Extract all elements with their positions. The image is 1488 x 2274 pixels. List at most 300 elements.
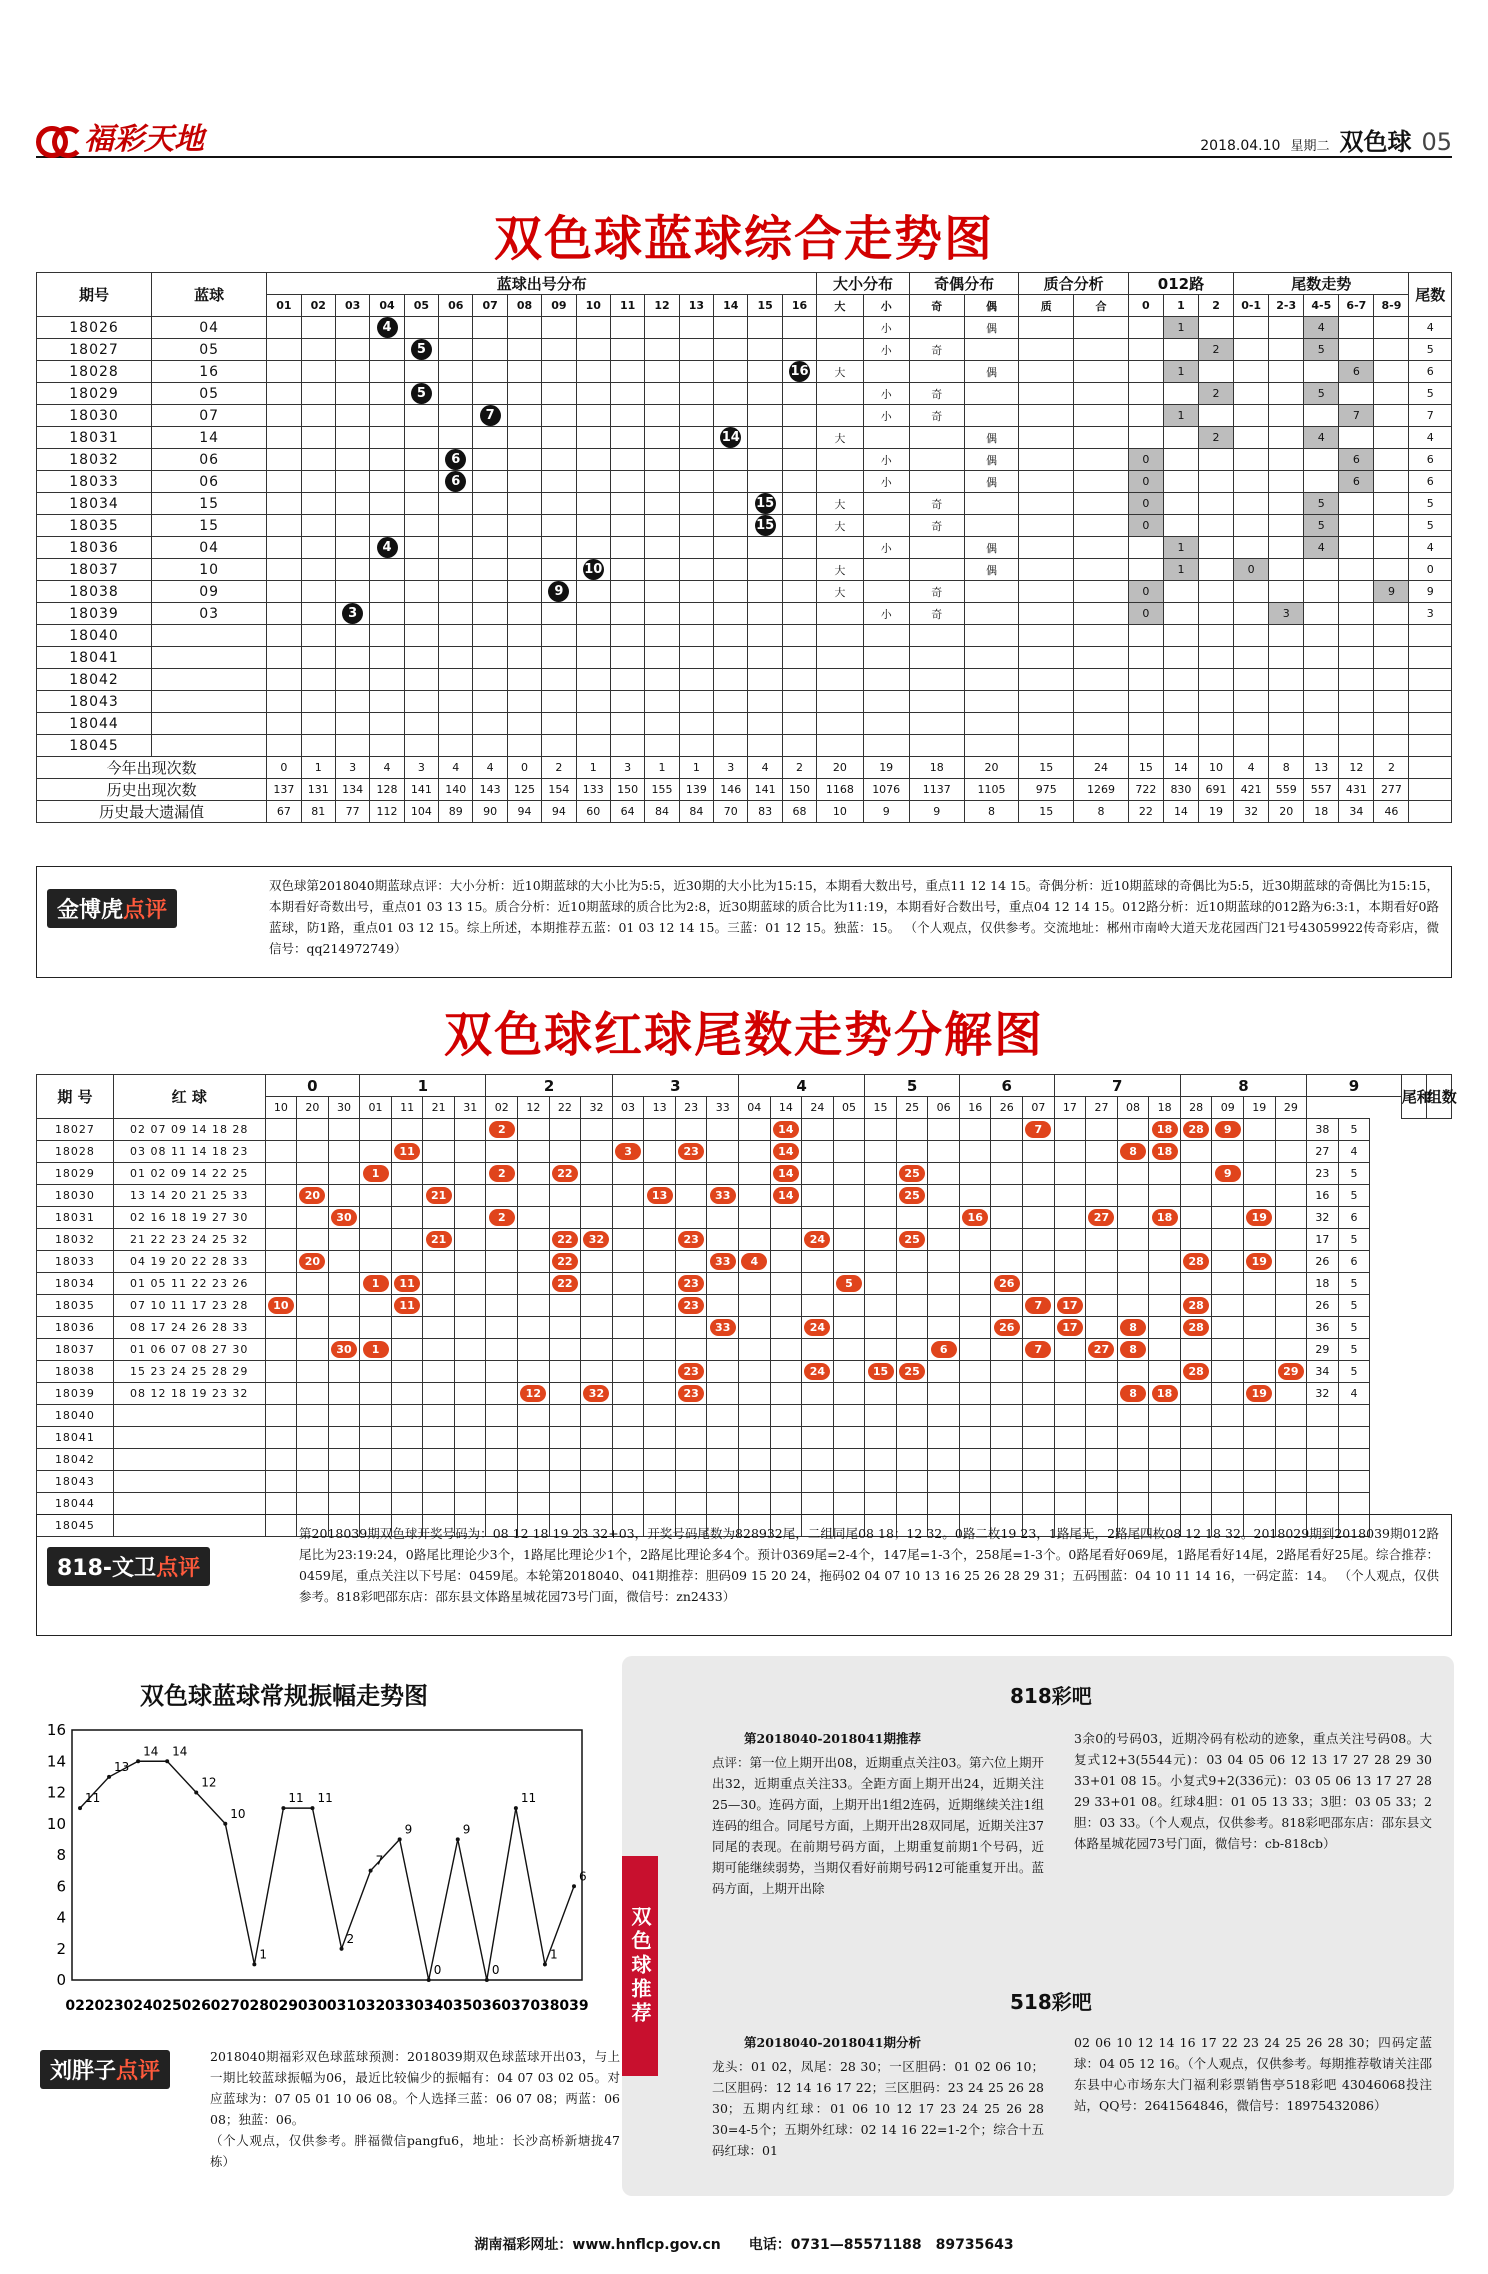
red-cell: [328, 1427, 360, 1449]
red-cell: [265, 1185, 297, 1207]
red-cell: [486, 1361, 518, 1383]
number-cell: [782, 735, 816, 757]
red-cell: [454, 1273, 486, 1295]
red-cell: [1054, 1471, 1086, 1493]
sub-header: 1: [1163, 295, 1198, 317]
page-number: 05: [1421, 128, 1452, 156]
number-cell: [507, 537, 541, 559]
red-cell: [297, 1119, 329, 1141]
attr-cell: [1304, 581, 1339, 603]
number-cell: [473, 317, 507, 339]
number-cell: [782, 647, 816, 669]
attr-cell: 0: [1128, 493, 1163, 515]
tail-sum: 18: [1307, 1273, 1339, 1295]
red-cell: [959, 1471, 991, 1493]
attr-cell: 9: [1374, 581, 1409, 603]
red-cell: [1212, 1449, 1244, 1471]
number-cell: [301, 339, 335, 361]
tail-sum: 29: [1307, 1339, 1339, 1361]
red-cell: [549, 1405, 581, 1427]
tail-value: 0: [1409, 559, 1452, 581]
attr-cell: [1269, 713, 1304, 735]
red-cell: [675, 1339, 707, 1361]
red-numbers: 01 02 09 14 22 25: [113, 1163, 265, 1185]
tail-group-header: 1: [360, 1075, 486, 1097]
red-cell: [865, 1163, 897, 1185]
number-cell: [610, 713, 644, 735]
red-cell: [518, 1207, 550, 1229]
red-cell: [328, 1273, 360, 1295]
red-cell: [738, 1185, 770, 1207]
stats-value: 3: [610, 757, 644, 779]
red-numbers: 02 16 18 19 27 30: [113, 1207, 265, 1229]
number-cell: [473, 581, 507, 603]
y-tick-label: 12: [46, 1783, 66, 1802]
red-cell: [581, 1207, 613, 1229]
period-id: 18034: [37, 1273, 114, 1295]
red-hit-marker: 11: [394, 1143, 420, 1160]
red-cell: [486, 1251, 518, 1273]
stats-value: 70: [714, 801, 748, 823]
red-cell: [1086, 1339, 1118, 1361]
data-point: [136, 1759, 140, 1763]
red-cell: [770, 1405, 802, 1427]
attr-cell: [1234, 647, 1269, 669]
red-cell: [454, 1471, 486, 1493]
hit-marker: 6: [445, 449, 466, 470]
number-cell: [335, 317, 369, 339]
red-cell: [391, 1119, 423, 1141]
period-id: 18032: [37, 449, 152, 471]
attr-cell: [1234, 581, 1269, 603]
red-cell: [265, 1493, 297, 1515]
attr-cell: [964, 581, 1019, 603]
x-tick-label: 031: [326, 1998, 357, 2014]
red-cell: [959, 1207, 991, 1229]
red-cell: [360, 1185, 392, 1207]
number-cell: [370, 603, 404, 625]
red-cell: [1117, 1163, 1149, 1185]
number-cell: [301, 713, 335, 735]
number-cell: [404, 647, 438, 669]
red-cell: [581, 1119, 613, 1141]
red-hit-marker: 7: [1025, 1341, 1051, 1358]
attr-cell: [863, 493, 909, 515]
red-cell: [707, 1449, 739, 1471]
number-cell: [542, 449, 576, 471]
data-label: 12: [201, 1775, 217, 1790]
number-cell: [301, 647, 335, 669]
stats-value: 1: [576, 757, 610, 779]
red-cell: [707, 1163, 739, 1185]
number-cell: [370, 317, 404, 339]
red-cell: [1212, 1141, 1244, 1163]
red-cell: [454, 1207, 486, 1229]
number-cell: [782, 317, 816, 339]
red-cell: [1180, 1185, 1212, 1207]
stats-value: 15: [1128, 757, 1163, 779]
red-cell: [770, 1383, 802, 1405]
stats-value: 3: [404, 757, 438, 779]
shop-518-analysis: 龙头：01 02，凤尾：28 30；一区胆码：01 02 06 10；二区胆码：12 14 16 17 22；三区胆码：23 24 25 26 28 30；五期内红球：01 06 10 12 17 23 24 25 26 28 30=4-5个；五期外红球：02 14 16 22=1-2个；综合十五码红球：01: [712, 2059, 1044, 2158]
header-info: [1200, 122, 1452, 157]
number-cell: [370, 647, 404, 669]
tail-group-header: 9: [1307, 1075, 1402, 1097]
red-cell: [328, 1361, 360, 1383]
red-cell: [928, 1229, 960, 1251]
red-cell: [802, 1207, 834, 1229]
red-cell: [612, 1339, 644, 1361]
attr-cell: 5: [1304, 493, 1339, 515]
stats-value: 19: [1198, 801, 1233, 823]
x-tick-label: 034: [414, 1998, 444, 2014]
attr-cell: [1074, 713, 1129, 735]
stats-value: 4: [370, 757, 404, 779]
red-cell: [896, 1449, 928, 1471]
red-cell: [486, 1449, 518, 1471]
red-cell: [833, 1427, 865, 1449]
number-header: 01: [267, 295, 301, 317]
red-cell: [675, 1295, 707, 1317]
number-cell: [473, 603, 507, 625]
red-cell: [928, 1383, 960, 1405]
table-row: [37, 691, 1452, 713]
red-number-header: 11: [391, 1097, 423, 1119]
attr-cell: [964, 625, 1019, 647]
number-cell: [370, 581, 404, 603]
period-id: 18043: [37, 1471, 114, 1493]
attr-cell: 奇: [909, 581, 964, 603]
attr-cell: [1019, 471, 1074, 493]
attr-cell: 小: [863, 317, 909, 339]
red-cell: [1054, 1361, 1086, 1383]
x-tick-label: 029: [268, 1998, 299, 2014]
stats-value: 1: [645, 757, 679, 779]
hit-marker: 4: [377, 317, 398, 338]
number-cell: [748, 735, 782, 757]
attr-cell: [909, 537, 964, 559]
stats-label: 历史出现次数: [37, 779, 267, 801]
attr-cell: [1128, 317, 1163, 339]
red-cell: [991, 1251, 1023, 1273]
number-header: 15: [748, 295, 782, 317]
number-cell: [404, 449, 438, 471]
number-cell: [335, 339, 369, 361]
attr-cell: [1339, 537, 1374, 559]
red-cell: [518, 1317, 550, 1339]
table-row: [37, 1185, 1452, 1207]
red-hit-marker: 27: [1088, 1209, 1114, 1226]
attr-cell: [1234, 383, 1269, 405]
red-cell: [423, 1273, 455, 1295]
red-cell: [865, 1405, 897, 1427]
attr-cell: [817, 603, 863, 625]
attr-cell: 5: [1304, 383, 1339, 405]
number-cell: [576, 317, 610, 339]
red-cell: [707, 1273, 739, 1295]
red-cell: [581, 1493, 613, 1515]
red-cell: [1275, 1251, 1307, 1273]
col-period: 期 号: [37, 1075, 114, 1119]
shop-518-title: 518彩吧: [1010, 1990, 1092, 2014]
number-cell: [404, 669, 438, 691]
red-cell: [675, 1383, 707, 1405]
attr-cell: [1019, 625, 1074, 647]
red-hit-marker: 23: [678, 1231, 704, 1248]
attr-cell: 6: [1339, 449, 1374, 471]
red-cell: [865, 1273, 897, 1295]
number-cell: [404, 317, 438, 339]
red-cell: [802, 1163, 834, 1185]
number-cell: [748, 317, 782, 339]
x-tick-label: 025: [152, 1998, 182, 2014]
red-hit-marker: 1: [363, 1275, 389, 1292]
red-cell: [833, 1207, 865, 1229]
red-cell: [707, 1295, 739, 1317]
number-cell: [335, 471, 369, 493]
attr-cell: [1074, 603, 1129, 625]
number-cell: [301, 361, 335, 383]
red-cell: [1086, 1427, 1118, 1449]
number-cell: [370, 427, 404, 449]
red-cell: [612, 1207, 644, 1229]
number-header: 07: [473, 295, 507, 317]
attr-cell: [909, 471, 964, 493]
recommend-tab: 双色球推荐: [622, 1856, 658, 2076]
attr-cell: [1304, 713, 1339, 735]
stats-value: 1269: [1074, 779, 1129, 801]
red-cell: [644, 1295, 676, 1317]
data-label: 1: [549, 1947, 558, 1962]
data-label: 11: [85, 1791, 101, 1806]
attr-cell: [1019, 449, 1074, 471]
red-cell: [391, 1383, 423, 1405]
red-cell: [360, 1449, 392, 1471]
red-hit-marker: 8: [1120, 1319, 1146, 1336]
red-cell: [1054, 1273, 1086, 1295]
number-cell: [679, 669, 713, 691]
red-cell: [612, 1119, 644, 1141]
data-point: [107, 1775, 111, 1779]
number-cell: [748, 405, 782, 427]
attr-cell: [1339, 669, 1374, 691]
red-cell: [297, 1185, 329, 1207]
red-cell: [738, 1119, 770, 1141]
red-cell: [1086, 1317, 1118, 1339]
number-cell: [267, 405, 301, 427]
shop-518-picks: 02 06 10 12 14 16 17 22 23 24 25 26 28 30；四码定蓝球：04 05 12 16。（个人观点，仅供参考。每期推荐敬请关注邵东县中心市场东大门福利彩票销售亭518彩吧 43046068投注站，QQ号：2641564846，微信号：18975432086）: [1074, 2035, 1432, 2113]
stats-value: 1137: [909, 779, 964, 801]
attr-cell: 2: [1198, 339, 1233, 361]
red-cell: [896, 1361, 928, 1383]
red-cell: [454, 1317, 486, 1339]
attr-cell: [1128, 427, 1163, 449]
number-cell: [679, 405, 713, 427]
number-cell: [645, 339, 679, 361]
period-id: 18028: [37, 1141, 114, 1163]
red-cell: [928, 1163, 960, 1185]
red-cell: [518, 1405, 550, 1427]
red-cell: [328, 1163, 360, 1185]
table-row: [37, 1361, 1452, 1383]
red-cell: [612, 1273, 644, 1295]
period-id: 18045: [37, 1515, 114, 1537]
red-cell: [833, 1273, 865, 1295]
stats-value: 150: [610, 779, 644, 801]
number-cell: [473, 625, 507, 647]
number-cell: [714, 405, 748, 427]
red-cell: [360, 1163, 392, 1185]
attr-cell: [964, 647, 1019, 669]
sub-header: 质: [1019, 295, 1074, 317]
number-cell: [507, 317, 541, 339]
attr-cell: [1339, 713, 1374, 735]
attr-cell: [1304, 625, 1339, 647]
red-cell: [707, 1251, 739, 1273]
number-cell: [267, 427, 301, 449]
group-count: 5: [1338, 1295, 1370, 1317]
red-number-header: 07: [1023, 1097, 1055, 1119]
attr-cell: [1374, 625, 1409, 647]
red-cell: [770, 1119, 802, 1141]
hit-marker: 14: [720, 427, 741, 448]
red-cell: [612, 1383, 644, 1405]
red-cell: [644, 1427, 676, 1449]
red-cell: [928, 1427, 960, 1449]
red-numbers: [113, 1493, 265, 1515]
attr-cell: [1019, 515, 1074, 537]
attr-cell: [1269, 515, 1304, 537]
shop-818-title: 818彩吧: [1010, 1684, 1092, 1708]
red-number-header: 05: [833, 1097, 865, 1119]
red-cell: [959, 1449, 991, 1471]
number-cell: [714, 493, 748, 515]
red-cell: [518, 1339, 550, 1361]
red-cell: [454, 1449, 486, 1471]
red-cell: [360, 1229, 392, 1251]
attr-cell: 6: [1339, 471, 1374, 493]
x-tick-label: 038: [530, 1998, 560, 2014]
attr-cell: [817, 317, 863, 339]
stats-value: 1105: [964, 779, 1019, 801]
attr-cell: [1234, 449, 1269, 471]
period-id: 18041: [37, 647, 152, 669]
table-row: [37, 1273, 1452, 1295]
attr-cell: [1374, 691, 1409, 713]
red-cell: [518, 1185, 550, 1207]
number-cell: [507, 449, 541, 471]
number-cell: [679, 317, 713, 339]
attr-cell: 1: [1163, 317, 1198, 339]
attr-cell: 奇: [909, 603, 964, 625]
number-cell: [714, 471, 748, 493]
red-cell: [391, 1361, 423, 1383]
tail-value: [1409, 669, 1452, 691]
number-cell: [473, 735, 507, 757]
number-cell: [507, 603, 541, 625]
red-cell: [1180, 1163, 1212, 1185]
tail-value: 6: [1409, 471, 1452, 493]
stats-value: 559: [1269, 779, 1304, 801]
tail-sum: 26: [1307, 1251, 1339, 1273]
number-cell: [370, 625, 404, 647]
red-cell: [1086, 1251, 1118, 1273]
red-cell: [1180, 1449, 1212, 1471]
number-cell: [748, 603, 782, 625]
red-trend-title: 双色球红球尾数走势分解图: [443, 1007, 1044, 1063]
tail-value: 7: [1409, 405, 1452, 427]
red-cell: [1149, 1207, 1181, 1229]
data-label: 2: [346, 1931, 355, 1946]
attr-cell: [1019, 647, 1074, 669]
blue-number: [152, 625, 267, 647]
period-id: 18037: [37, 1339, 114, 1361]
red-cell: [928, 1295, 960, 1317]
attr-cell: [1304, 405, 1339, 427]
red-cell: [1275, 1449, 1307, 1471]
number-cell: [507, 669, 541, 691]
table-row: [37, 1339, 1452, 1361]
red-cell: [707, 1361, 739, 1383]
number-cell: [473, 537, 507, 559]
red-cell: [1117, 1119, 1149, 1141]
stats-value: 90: [473, 801, 507, 823]
stats-value: 15: [1019, 757, 1074, 779]
number-cell: [576, 559, 610, 581]
red-cell: [770, 1163, 802, 1185]
red-cell: [423, 1427, 455, 1449]
stats-value: [1409, 779, 1452, 801]
attr-cell: [1074, 339, 1129, 361]
red-cell: [802, 1361, 834, 1383]
tail-sum: 36: [1307, 1317, 1339, 1339]
number-cell: [335, 669, 369, 691]
red-cell: [1149, 1405, 1181, 1427]
red-cell: [423, 1361, 455, 1383]
number-cell: [748, 515, 782, 537]
red-hit-marker: 25: [899, 1165, 925, 1182]
number-cell: [301, 493, 335, 515]
group-count: 5: [1338, 1163, 1370, 1185]
red-number-header: 33: [707, 1097, 739, 1119]
blue-number: [152, 669, 267, 691]
red-cell: [1149, 1273, 1181, 1295]
stats-value: 18: [909, 757, 964, 779]
red-hit-marker: 1: [363, 1341, 389, 1358]
period-id: 18043: [37, 691, 152, 713]
red-cell: [644, 1383, 676, 1405]
blue-number: 15: [152, 515, 267, 537]
number-cell: [748, 625, 782, 647]
red-cell: [675, 1493, 707, 1515]
red-cell: [612, 1427, 644, 1449]
attr-cell: [1128, 559, 1163, 581]
number-cell: [645, 515, 679, 537]
number-cell: [782, 559, 816, 581]
stats-value: 4: [748, 757, 782, 779]
attr-cell: [1234, 603, 1269, 625]
red-cell: [391, 1405, 423, 1427]
red-cell: [328, 1405, 360, 1427]
attr-cell: 偶: [964, 537, 1019, 559]
red-hit-marker: 25: [899, 1363, 925, 1380]
data-label: 13: [114, 1759, 130, 1774]
number-cell: [679, 691, 713, 713]
number-cell: [645, 625, 679, 647]
x-tick-label: 022: [65, 1998, 95, 2014]
attr-cell: 偶: [964, 471, 1019, 493]
x-tick-label: 036: [472, 1998, 502, 2014]
